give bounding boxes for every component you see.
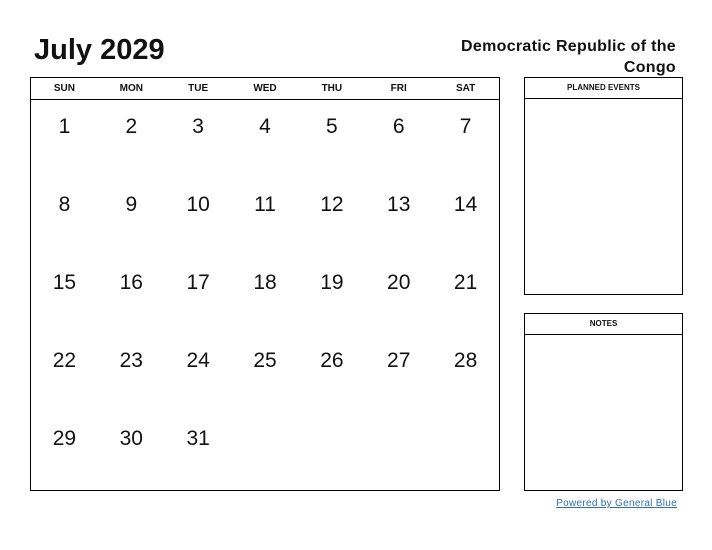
page-title: July 2029 [34, 34, 165, 66]
weeks [31, 100, 499, 490]
weekday-sat: SAT [455, 83, 476, 94]
powered-by-link[interactable]: Powered by General Blue [556, 498, 677, 509]
day-cell: 17 [186, 271, 210, 294]
day-cell [232, 412, 299, 490]
day-cell: 18 [253, 271, 277, 294]
day-cell: 22 [52, 349, 77, 372]
day-cell: 25 [253, 349, 277, 372]
day-cell: 8 [58, 193, 71, 216]
day-cell [298, 412, 365, 490]
day-cell: 11 [254, 193, 276, 216]
day-cell: 13 [387, 193, 411, 216]
week-row [31, 334, 499, 412]
day-cell: 9 [125, 193, 138, 216]
country-name: Democratic Republic of the Congo [461, 38, 676, 76]
day-cell: 2 [125, 115, 138, 138]
day-cell: 16 [119, 271, 143, 294]
day-cell [365, 412, 432, 490]
day-cell: 14 [453, 193, 478, 216]
day-cell: 3 [192, 115, 204, 138]
weekday-thu: THU [321, 83, 343, 94]
weekday-tue: TUE [188, 83, 209, 94]
day-cell: 29 [52, 427, 77, 450]
day-cell: 23 [119, 349, 143, 372]
planned-events-label: PLANNED EVENTS [525, 78, 682, 99]
week-row [31, 256, 499, 334]
weekday-header-row [31, 78, 499, 100]
weekday-wed: WED [253, 83, 277, 94]
day-cell: 7 [459, 115, 472, 138]
calendar-grid [30, 77, 500, 491]
day-cell: 30 [119, 427, 143, 450]
day-cell: 1 [58, 115, 71, 138]
day-cell: 6 [392, 115, 405, 138]
day-cell: 15 [52, 271, 77, 294]
day-cell: 24 [186, 349, 210, 372]
day-cell: 10 [186, 193, 210, 216]
day-cell: 5 [326, 115, 338, 138]
day-cell: 26 [320, 349, 344, 372]
day-cell: 4 [259, 115, 271, 138]
day-cell: 21 [453, 271, 478, 294]
day-cell: 28 [453, 349, 478, 372]
notes-label: NOTES [525, 314, 682, 335]
day-cell: 20 [387, 271, 411, 294]
week-row [31, 178, 499, 256]
planned-events-box [524, 77, 683, 295]
week-row [31, 412, 499, 490]
day-cell: 19 [320, 271, 344, 294]
week-row [31, 100, 499, 178]
day-cell: 27 [387, 349, 411, 372]
weekday-sun: SUN [53, 83, 75, 94]
notes-box [524, 313, 683, 491]
day-cell [432, 412, 499, 490]
day-cell: 12 [320, 193, 344, 216]
weekday-fri: FRI [390, 83, 407, 94]
weekday-mon: MON [119, 83, 143, 94]
day-cell: 31 [186, 427, 210, 450]
